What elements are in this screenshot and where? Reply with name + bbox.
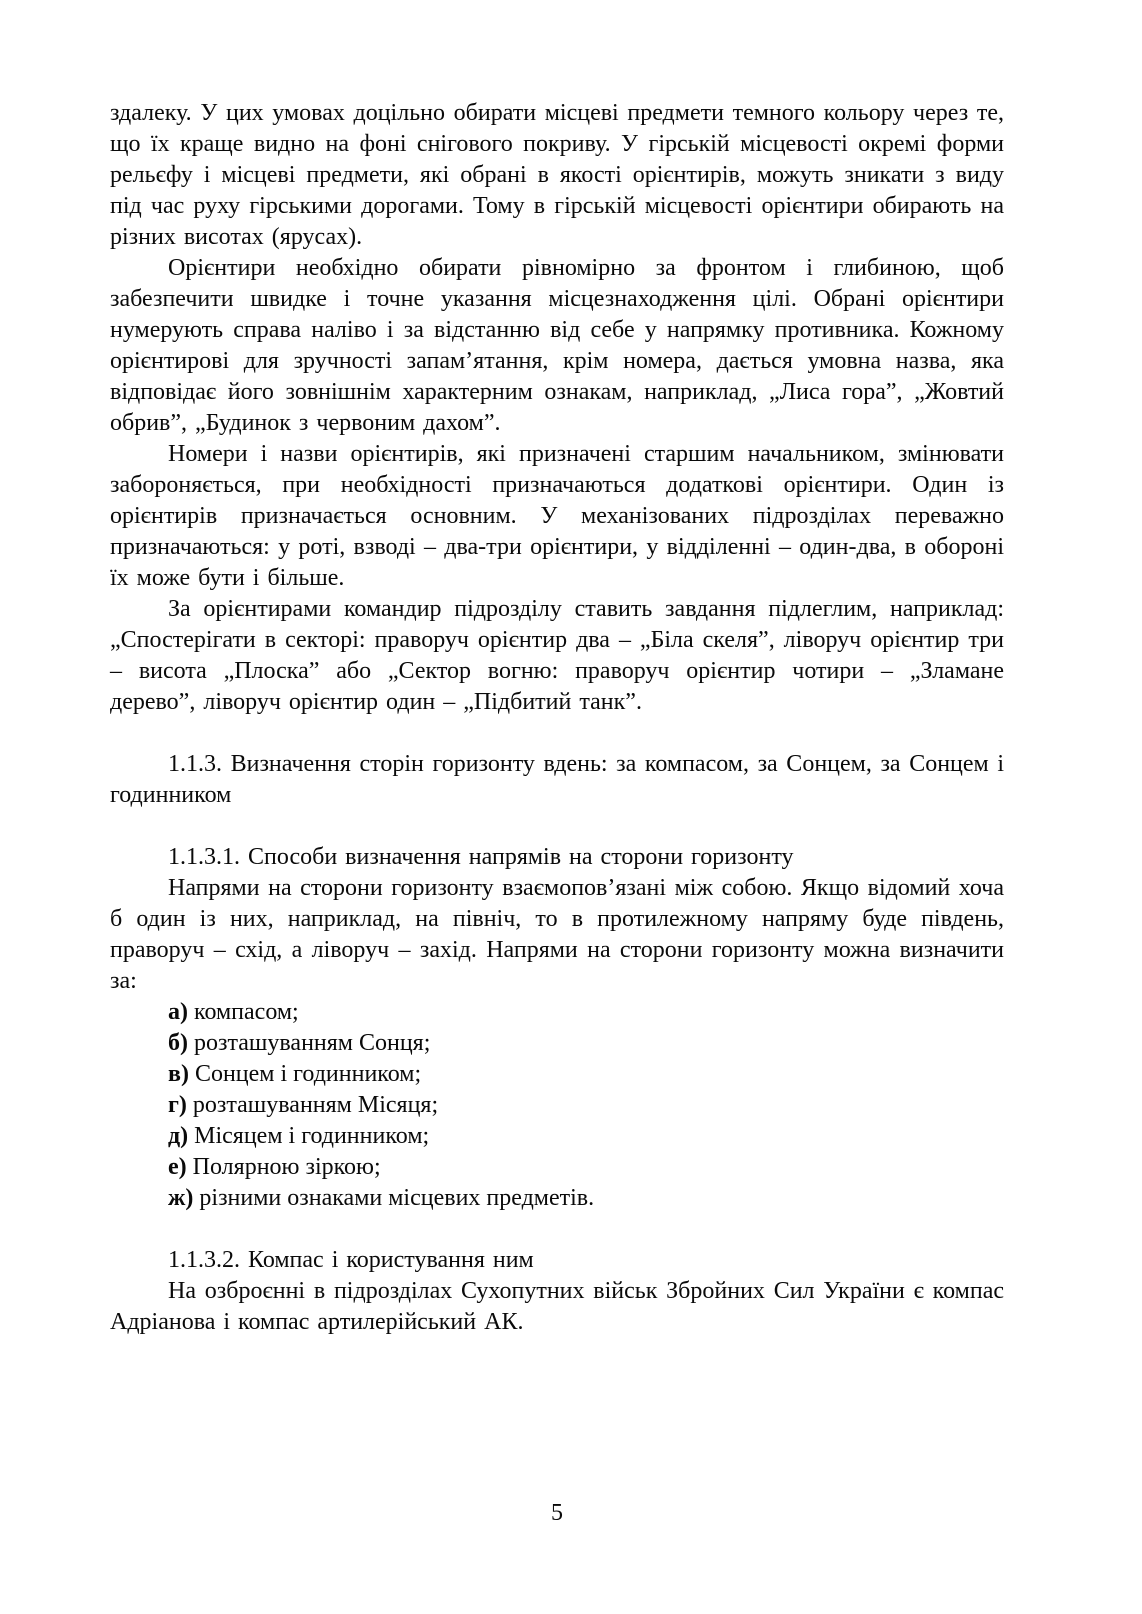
list-item-marker: а): [168, 999, 188, 1025]
list-item: [110, 1183, 1004, 1214]
list-item-marker: б): [168, 1030, 188, 1056]
paragraph: Номери і назви орієнтирів, які призначені старшим начальником, змінювати забороняється, при необхідності призначаються додаткові орієнтири. Один із орієнтирів призначається основним. У механізованих підрозділах переважно призначаються: у роті, взводі – два-три орієнтири, у відділенні – один-два, в обороні їх може бути і більше.: [110, 441, 1004, 591]
list-item-marker: е): [168, 1154, 187, 1180]
blank-line: [110, 1214, 1004, 1245]
list-item: [110, 997, 1004, 1028]
list-item: [110, 1028, 1004, 1059]
list-item-text: компасом;: [194, 999, 299, 1025]
list-item-text: Місяцем і годинником;: [194, 1123, 430, 1149]
list-item-marker: ж): [168, 1185, 194, 1211]
paragraph-continuation: здалеку. У цих умовах доцільно обирати місцеві предмети темного кольору через те, що їх краще видно на фоні снігового покриву. У гірській місцевості окремі форми рельєфу і місцеві предмети, які обрані в якості орієнтирів, можуть зникати з виду під час руху гірськими дорогами. Тому в гірській місцевості орієнтири обирають на різних висотах (ярусах).: [110, 100, 1004, 250]
list-item-marker: д): [168, 1123, 189, 1149]
paragraph: Напрями на сторони горизонту взаємопов’язані між собою. Якщо відомий хоча б один із них, наприклад, на північ, то в протилежному напряму буде південь, праворуч – схід, а ліворуч – захід. Напрями на сторони горизонту можна визначити за:: [110, 875, 1004, 994]
section-heading-1-1-3: 1.1.3. Визначення сторін горизонту вдень: за компасом, за Сонцем, за Сонцем і годинником: [110, 751, 1004, 808]
section-heading-1-1-3-2: 1.1.3.2. Компас і користування ним: [168, 1247, 534, 1273]
list-item-text: Полярною зіркою;: [192, 1154, 381, 1180]
blank-line: [110, 811, 1004, 842]
list-item-marker: г): [168, 1092, 187, 1118]
list-item-text: різними ознаками місцевих предметів.: [199, 1185, 595, 1211]
list-item-text: Сонцем і годинником;: [194, 1061, 422, 1087]
paragraph: На озброєнні в підрозділах Сухопутних військ Збройних Сил України є компас Адріанова і компас артилерійський АК.: [110, 1278, 1004, 1335]
page-number: 5: [551, 1500, 563, 1526]
paragraph: За орієнтирами командир підрозділу ставить завдання підлеглим, наприклад: „Спостерігати в секторі: праворуч орієнтир два – „Біла скеля”, ліворуч орієнтир три – висота „Плоска” або „Сектор вогню: праворуч орієнтир чотири – „Зламане дерево”, ліворуч орієнтир один – „Підбитий танк”.: [110, 596, 1004, 715]
list-item-text: розташуванням Місяця;: [192, 1092, 439, 1118]
list-item-marker: в): [168, 1061, 189, 1087]
list-item: [110, 1121, 1004, 1152]
list-item-text: розташуванням Сонця;: [194, 1030, 431, 1056]
paragraph: Орієнтири необхідно обирати рівномірно за фронтом і глибиною, щоб забезпечити швидке і точне указання місцезнаходження цілі. Обрані орієнтири нумерують справа наліво і за відстанню від себе у напрямку противника. Кожному орієнтирові для зручності запам’ятання, крім номера, дається умовна назва, яка відповідає його зовнішнім характерним ознакам, наприклад, „Лиса гора”, „Жовтий обрив”, „Будинок з червоним дахом”.: [110, 255, 1004, 436]
list-item: [110, 1059, 1004, 1090]
list-item: [110, 1152, 1004, 1183]
blank-line: [110, 718, 1004, 749]
section-heading-1-1-3-1: 1.1.3.1. Способи визначення напрямів на сторони горизонту: [168, 844, 794, 870]
list-item: [110, 1090, 1004, 1121]
